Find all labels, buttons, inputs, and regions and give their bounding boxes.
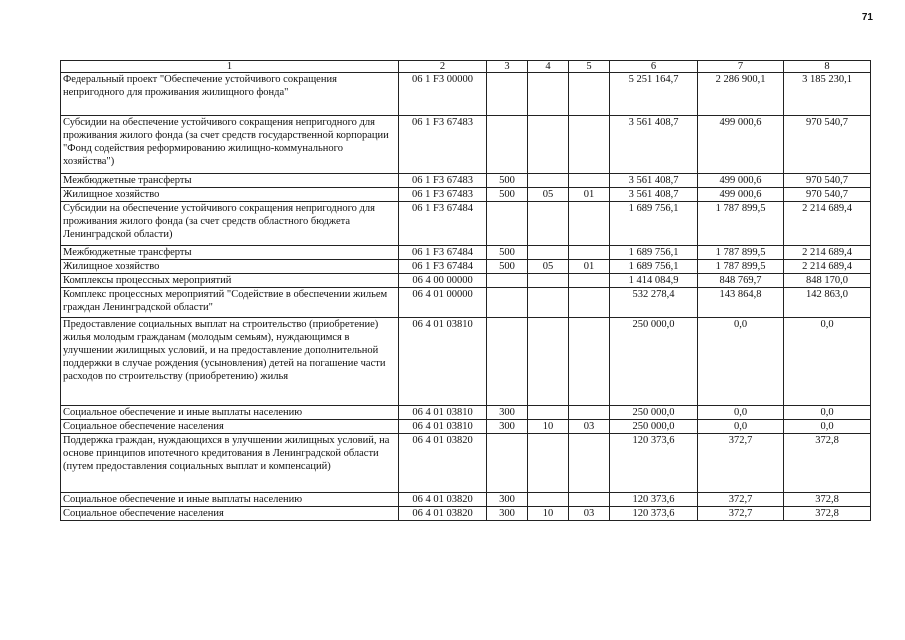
amount-col-7: 372,7 [698,493,784,507]
expense-type [487,318,528,406]
item-name: Предоставление социальных выплат на строительство (приобретение) жилья молодым гражданам (молодым семьям), нуждающимся в улучшении жилищных условий, и на предоставление дополнительной поддержки в случае рождения (усыновления) детей на погашение части расходов по строительству (приобретению) жилья [61,318,399,406]
section [528,406,569,420]
amount-col-6: 250 000,0 [610,406,698,420]
amount-col-7: 0,0 [698,406,784,420]
subsection: 03 [569,420,610,434]
amount-col-6: 120 373,6 [610,434,698,493]
col-header-5: 5 [569,61,610,73]
amount-col-8: 970 540,7 [784,188,871,202]
subsection [569,174,610,188]
subsection [569,493,610,507]
table-row [61,188,871,202]
section: 05 [528,188,569,202]
amount-col-7: 0,0 [698,318,784,406]
amount-col-8: 372,8 [784,434,871,493]
amount-col-8: 142 863,0 [784,288,871,318]
subsection [569,73,610,116]
table-row [61,260,871,274]
subsection [569,406,610,420]
amount-col-7: 1 787 899,5 [698,246,784,260]
table-body [61,73,871,521]
item-name: Субсидии на обеспечение устойчивого сокращения непригодного для проживания жилого фонда (за счет средств областного бюджета Ленинградской области) [61,202,399,246]
expense-type: 500 [487,260,528,274]
col-header-7: 7 [698,61,784,73]
item-name: Социальное обеспечение и иные выплаты населению [61,406,399,420]
amount-col-6: 1 689 756,1 [610,246,698,260]
amount-col-6: 1 689 756,1 [610,202,698,246]
col-header-3: 3 [487,61,528,73]
budget-table [60,60,871,521]
item-name: Федеральный проект "Обеспечение устойчивого сокращения непригодного для проживания жилищного фонда" [61,73,399,116]
target-code: 06 1 F3 00000 [399,73,487,116]
col-header-4: 4 [528,61,569,73]
section [528,434,569,493]
table-row [61,507,871,521]
table-row [61,73,871,116]
target-code: 06 4 00 00000 [399,274,487,288]
subsection [569,202,610,246]
target-code: 06 4 01 03810 [399,318,487,406]
col-header-2: 2 [399,61,487,73]
amount-col-8: 372,8 [784,493,871,507]
col-header-6: 6 [610,61,698,73]
table-row [61,288,871,318]
expense-type: 300 [487,406,528,420]
amount-col-8: 848 170,0 [784,274,871,288]
target-code: 06 1 F3 67484 [399,202,487,246]
amount-col-6: 3 561 408,7 [610,188,698,202]
amount-col-6: 120 373,6 [610,507,698,521]
table-row [61,434,871,493]
amount-col-7: 848 769,7 [698,274,784,288]
item-name: Комплекс процессных мероприятий "Содействие в обеспечении жильем граждан Ленинградской области" [61,288,399,318]
section [528,288,569,318]
target-code: 06 4 01 03820 [399,493,487,507]
expense-type: 500 [487,188,528,202]
subsection [569,288,610,318]
amount-col-7: 1 787 899,5 [698,260,784,274]
amount-col-8: 970 540,7 [784,174,871,188]
item-name: Поддержка граждан, нуждающихся в улучшении жилищных условий, на основе принципов ипотечного кредитования в Ленинградской области (путем предоставления социальных выплат и компенсаций) [61,434,399,493]
subsection: 01 [569,260,610,274]
amount-col-7: 1 787 899,5 [698,202,784,246]
target-code: 06 4 01 00000 [399,288,487,318]
section [528,202,569,246]
amount-col-6: 1 414 084,9 [610,274,698,288]
amount-col-7: 499 000,6 [698,116,784,174]
section [528,174,569,188]
section [528,116,569,174]
item-name: Межбюджетные трансферты [61,174,399,188]
amount-col-7: 372,7 [698,507,784,521]
subsection [569,318,610,406]
amount-col-8: 2 214 689,4 [784,202,871,246]
target-code: 06 1 F3 67483 [399,188,487,202]
amount-col-8: 0,0 [784,420,871,434]
expense-type: 500 [487,246,528,260]
amount-col-6: 250 000,0 [610,318,698,406]
amount-col-7: 0,0 [698,420,784,434]
expense-type [487,116,528,174]
amount-col-6: 3 561 408,7 [610,174,698,188]
table-row [61,246,871,260]
item-name: Субсидии на обеспечение устойчивого сокращения непригодного для проживания жилого фонда (за счет средств государственной корпорации "Фонд содействия реформированию жилищно-коммунального хозяйства") [61,116,399,174]
section [528,246,569,260]
subsection: 03 [569,507,610,521]
item-name: Межбюджетные трансферты [61,246,399,260]
amount-col-8: 0,0 [784,406,871,420]
amount-col-7: 143 864,8 [698,288,784,318]
subsection: 01 [569,188,610,202]
section [528,73,569,116]
amount-col-6: 120 373,6 [610,493,698,507]
table-row [61,274,871,288]
col-header-1: 1 [61,61,399,73]
item-name: Социальное обеспечение населения [61,420,399,434]
section [528,493,569,507]
subsection [569,246,610,260]
expense-type [487,434,528,493]
table-row [61,202,871,246]
amount-col-6: 3 561 408,7 [610,116,698,174]
amount-col-7: 499 000,6 [698,174,784,188]
expense-type [487,288,528,318]
target-code: 06 4 01 03820 [399,434,487,493]
amount-col-8: 2 214 689,4 [784,246,871,260]
target-code: 06 4 01 03810 [399,420,487,434]
expense-type [487,73,528,116]
amount-col-6: 5 251 164,7 [610,73,698,116]
expense-type [487,274,528,288]
target-code: 06 4 01 03820 [399,507,487,521]
header-row [61,61,871,73]
expense-type: 300 [487,420,528,434]
item-name: Социальное обеспечение населения [61,507,399,521]
table-row [61,318,871,406]
amount-col-8: 2 214 689,4 [784,260,871,274]
amount-col-8: 0,0 [784,318,871,406]
amount-col-6: 1 689 756,1 [610,260,698,274]
subsection [569,274,610,288]
subsection [569,116,610,174]
expense-type: 300 [487,493,528,507]
item-name: Социальное обеспечение и иные выплаты населению [61,493,399,507]
col-header-8: 8 [784,61,871,73]
target-code: 06 1 F3 67483 [399,174,487,188]
section [528,318,569,406]
item-name: Жилищное хозяйство [61,188,399,202]
target-code: 06 4 01 03810 [399,406,487,420]
amount-col-7: 2 286 900,1 [698,73,784,116]
expense-type [487,202,528,246]
expense-type: 300 [487,507,528,521]
amount-col-8: 970 540,7 [784,116,871,174]
item-name: Жилищное хозяйство [61,260,399,274]
table-row [61,116,871,174]
section: 10 [528,507,569,521]
expense-type: 500 [487,174,528,188]
target-code: 06 1 F3 67484 [399,246,487,260]
item-name: Комплексы процессных мероприятий [61,274,399,288]
table-row [61,493,871,507]
target-code: 06 1 F3 67484 [399,260,487,274]
table-row [61,174,871,188]
amount-col-6: 250 000,0 [610,420,698,434]
amount-col-6: 532 278,4 [610,288,698,318]
section: 05 [528,260,569,274]
table-row [61,406,871,420]
section [528,274,569,288]
amount-col-7: 499 000,6 [698,188,784,202]
target-code: 06 1 F3 67483 [399,116,487,174]
amount-col-8: 372,8 [784,507,871,521]
amount-col-8: 3 185 230,1 [784,73,871,116]
section: 10 [528,420,569,434]
table-row [61,420,871,434]
page-number: 71 [861,12,873,23]
amount-col-7: 372,7 [698,434,784,493]
subsection [569,434,610,493]
